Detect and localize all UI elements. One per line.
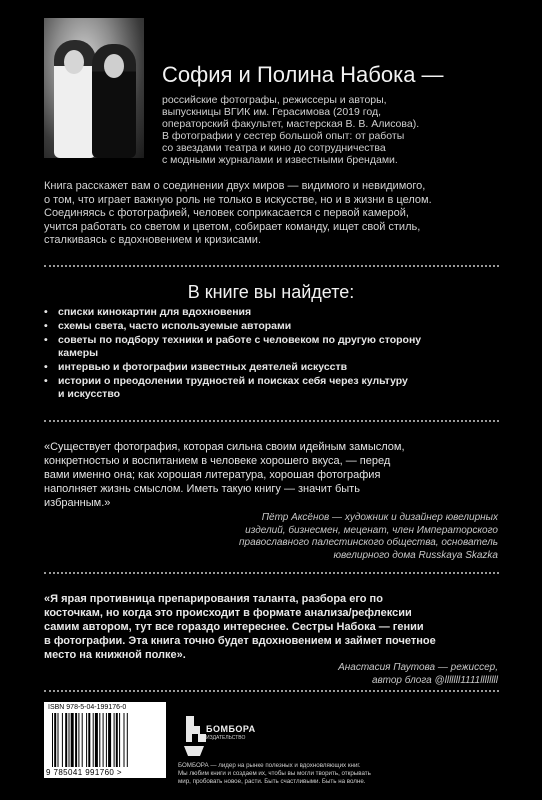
bullet-icon: • [44,334,48,346]
dotted-divider [44,420,499,422]
publisher-sub: ИЗДАТЕЛЬСТВО [206,735,246,741]
intro-line: Книга расскажет вам о соединении двух миров — видимого и невидимого, [44,180,426,192]
quote-line: самим автором, тут все гораздо интереснее. Сестры Набока — гении [44,621,424,633]
dotted-divider [44,265,499,267]
list-item: • советы по подбору техники и работе с человеком по другую сторону камеры [44,334,422,359]
quote-pautova [44,592,504,662]
quote-line: «Существует фотография, которая сильна своим идейным замыслом, [44,441,405,453]
intro-line: Соединяясь с фотографией, человек соприкасается с первой камерой, [44,207,409,219]
publisher-tagline: БОМБОРА — лидер на рынке полезных и вдохновляющих книг. Мы любим книги и создаем их, чтобы вы могли творить, открывать мир, пробовать новое, расти. Быть счастливыми. Быть на волне. [178,762,371,785]
list-item: • списки кинокартин для вдохновения [44,306,252,318]
quote-author-aksenov: Пётр Аксёнов — художник и дизайнер ювелирных изделий, бизнесмен, меценат, член Императорского православного палестинского общества, основатель ювелирного дома Russkaya Skazka [239,512,498,561]
intro-line: учится работать со светом и цветом, собирает команду, ищет свой стиль, [44,220,421,233]
quote-line: вами именно она; как хорошая литература, хорошая фотография [44,469,381,481]
bio-line: операторский факультет, мастерская В. В. Алисова). [162,118,420,130]
isbn-digits: 9 785041 991760 > [46,768,122,777]
quote-line: избранным.» [44,497,111,509]
intro-line: сталкиваясь с вдохновением и кризисами. [44,234,262,246]
authors-bio [162,94,422,166]
bullet-icon: • [44,306,48,318]
list-item: • схемы света, часто используемые авторами [44,320,292,332]
list-item: • истории о преодолении трудностей и поисках себя через культуру и искусство [44,375,408,400]
quote-author-pautova: Анастасия Паутова — режиссер, автор блога @lllllll1111llllllll [338,662,498,686]
bio-line: выпускницы ВГИК им. Герасимова (2019 год, [162,106,382,118]
quote-line: «Я ярая противница препарирования таланта, разбора его по [44,593,383,605]
quote-line: конкретностью и воспитанием в человеке хорошего вкуса, — перед [44,455,391,467]
quote-aksenov [44,440,504,510]
list-item: • интервью и фотографии известных деятелей искусств [44,361,348,373]
intro-line: о том, что играет важную роль не только в искусстве, но и в жизни в целом. [44,193,432,206]
authors-title: София и Полина Набока — [162,62,444,87]
bio-line: В фотографии у сестер большой опыт: от работы [162,130,405,142]
bio-line: с модными журналами и известными брендами. [162,154,398,166]
dotted-divider [44,690,499,692]
author-photo [44,18,144,158]
bio-line: со звездами театра и кино до сотрудничества [162,142,386,154]
publisher-name: БОМБОРА [206,724,256,734]
find-title: В книге вы найдете: [187,282,355,302]
bio-line: российские фотографы, режиссеры и авторы, [162,94,387,106]
bullet-icon: • [44,361,48,373]
isbn-label: ISBN 978-5-04-199176-0 [48,704,127,711]
isbn-barcode [44,702,166,778]
bullet-icon: • [44,320,48,332]
quote-line: наполняет жизнь смыслом. Иметь такую книгу — значит быть [44,483,360,495]
dotted-divider [44,572,499,574]
quote-line: место на книжной полке». [44,649,186,661]
bullet-icon: • [44,375,48,387]
features-list [44,306,504,402]
quote-line: в фотографии. Эта книга точно будет вдохновением и займет почетное [44,635,436,647]
book-intro [44,180,504,248]
quote-line: косточкам, но когда это происходит в формате анализа/рефлексии [44,607,412,619]
barcode-icon [50,713,160,767]
